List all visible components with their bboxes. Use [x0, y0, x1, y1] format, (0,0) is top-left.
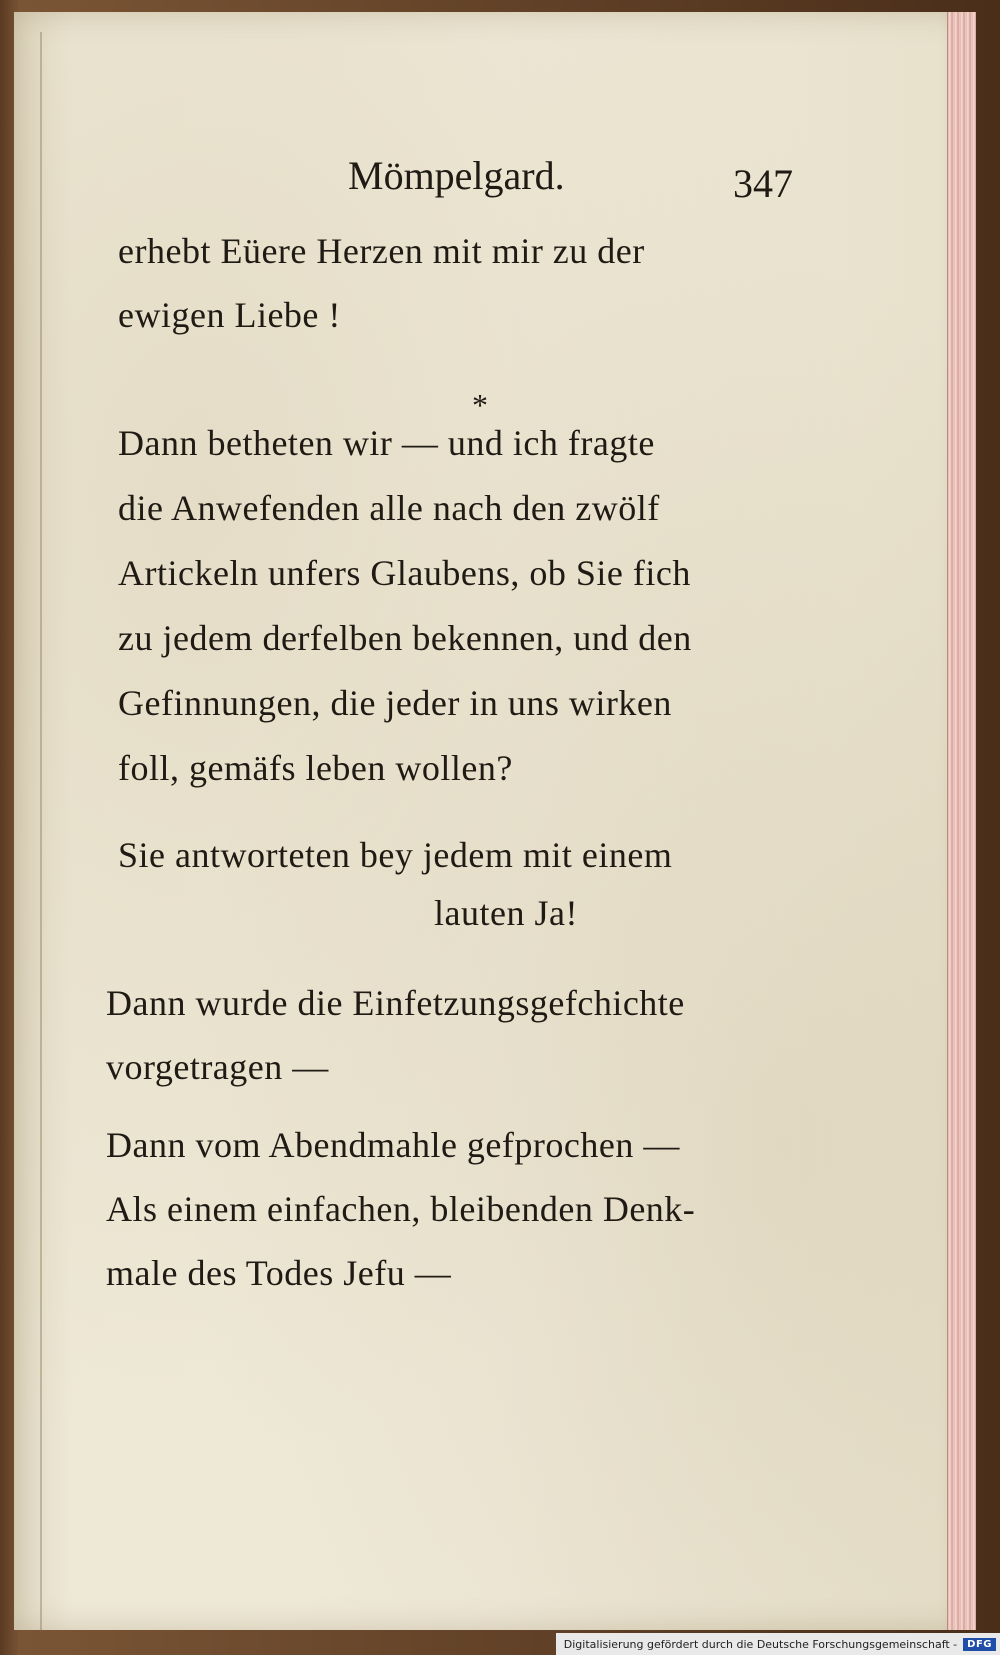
digitization-footer: [556, 1633, 1000, 1655]
text-line: Dann vom Abendmahle gefprochen —: [106, 1125, 680, 1165]
text-line: ewigen Liebe !: [118, 295, 341, 335]
text-line: erhebt Eüere Herzen mit mir zu der: [118, 231, 645, 271]
book-page: [14, 12, 976, 1630]
text-line: Dann wurde die Einfetzungsgefchichte: [106, 983, 685, 1023]
footer-credit: Digitalisierung gefördert durch die Deutsche Forschungsgemeinschaft -: [563, 1637, 958, 1651]
text-line: Dann betheten wir — und ich fragte: [118, 423, 655, 463]
section-ornament: *: [472, 387, 488, 423]
text-line: die Anwefenden alle nach den zwölf: [118, 488, 660, 528]
page-number: 347: [733, 161, 793, 206]
text-line: Artickeln unfers Glaubens, ob Sie fich: [118, 553, 691, 593]
text-line: Als einem einfachen, bleibenden Denk-: [106, 1189, 696, 1229]
text-line: male des Todes Jefu —: [106, 1253, 452, 1293]
text-line: zu jedem derfelben bekennen, und den: [118, 618, 692, 658]
running-head: Mömpelgard.: [348, 153, 565, 198]
text-line: lauten Ja!: [434, 893, 578, 933]
text-line: foll, gemäfs leben wollen?: [118, 748, 513, 788]
dfg-logo: DFG: [963, 1638, 996, 1651]
text-line: vorgetragen —: [106, 1047, 329, 1087]
page-edge: [947, 12, 976, 1630]
text-line: Gefinnungen, die jeder in uns wirken: [118, 683, 672, 723]
text-line: Sie antworteten bey jedem mit einem: [118, 835, 673, 875]
gutter-fold: [40, 32, 42, 1632]
